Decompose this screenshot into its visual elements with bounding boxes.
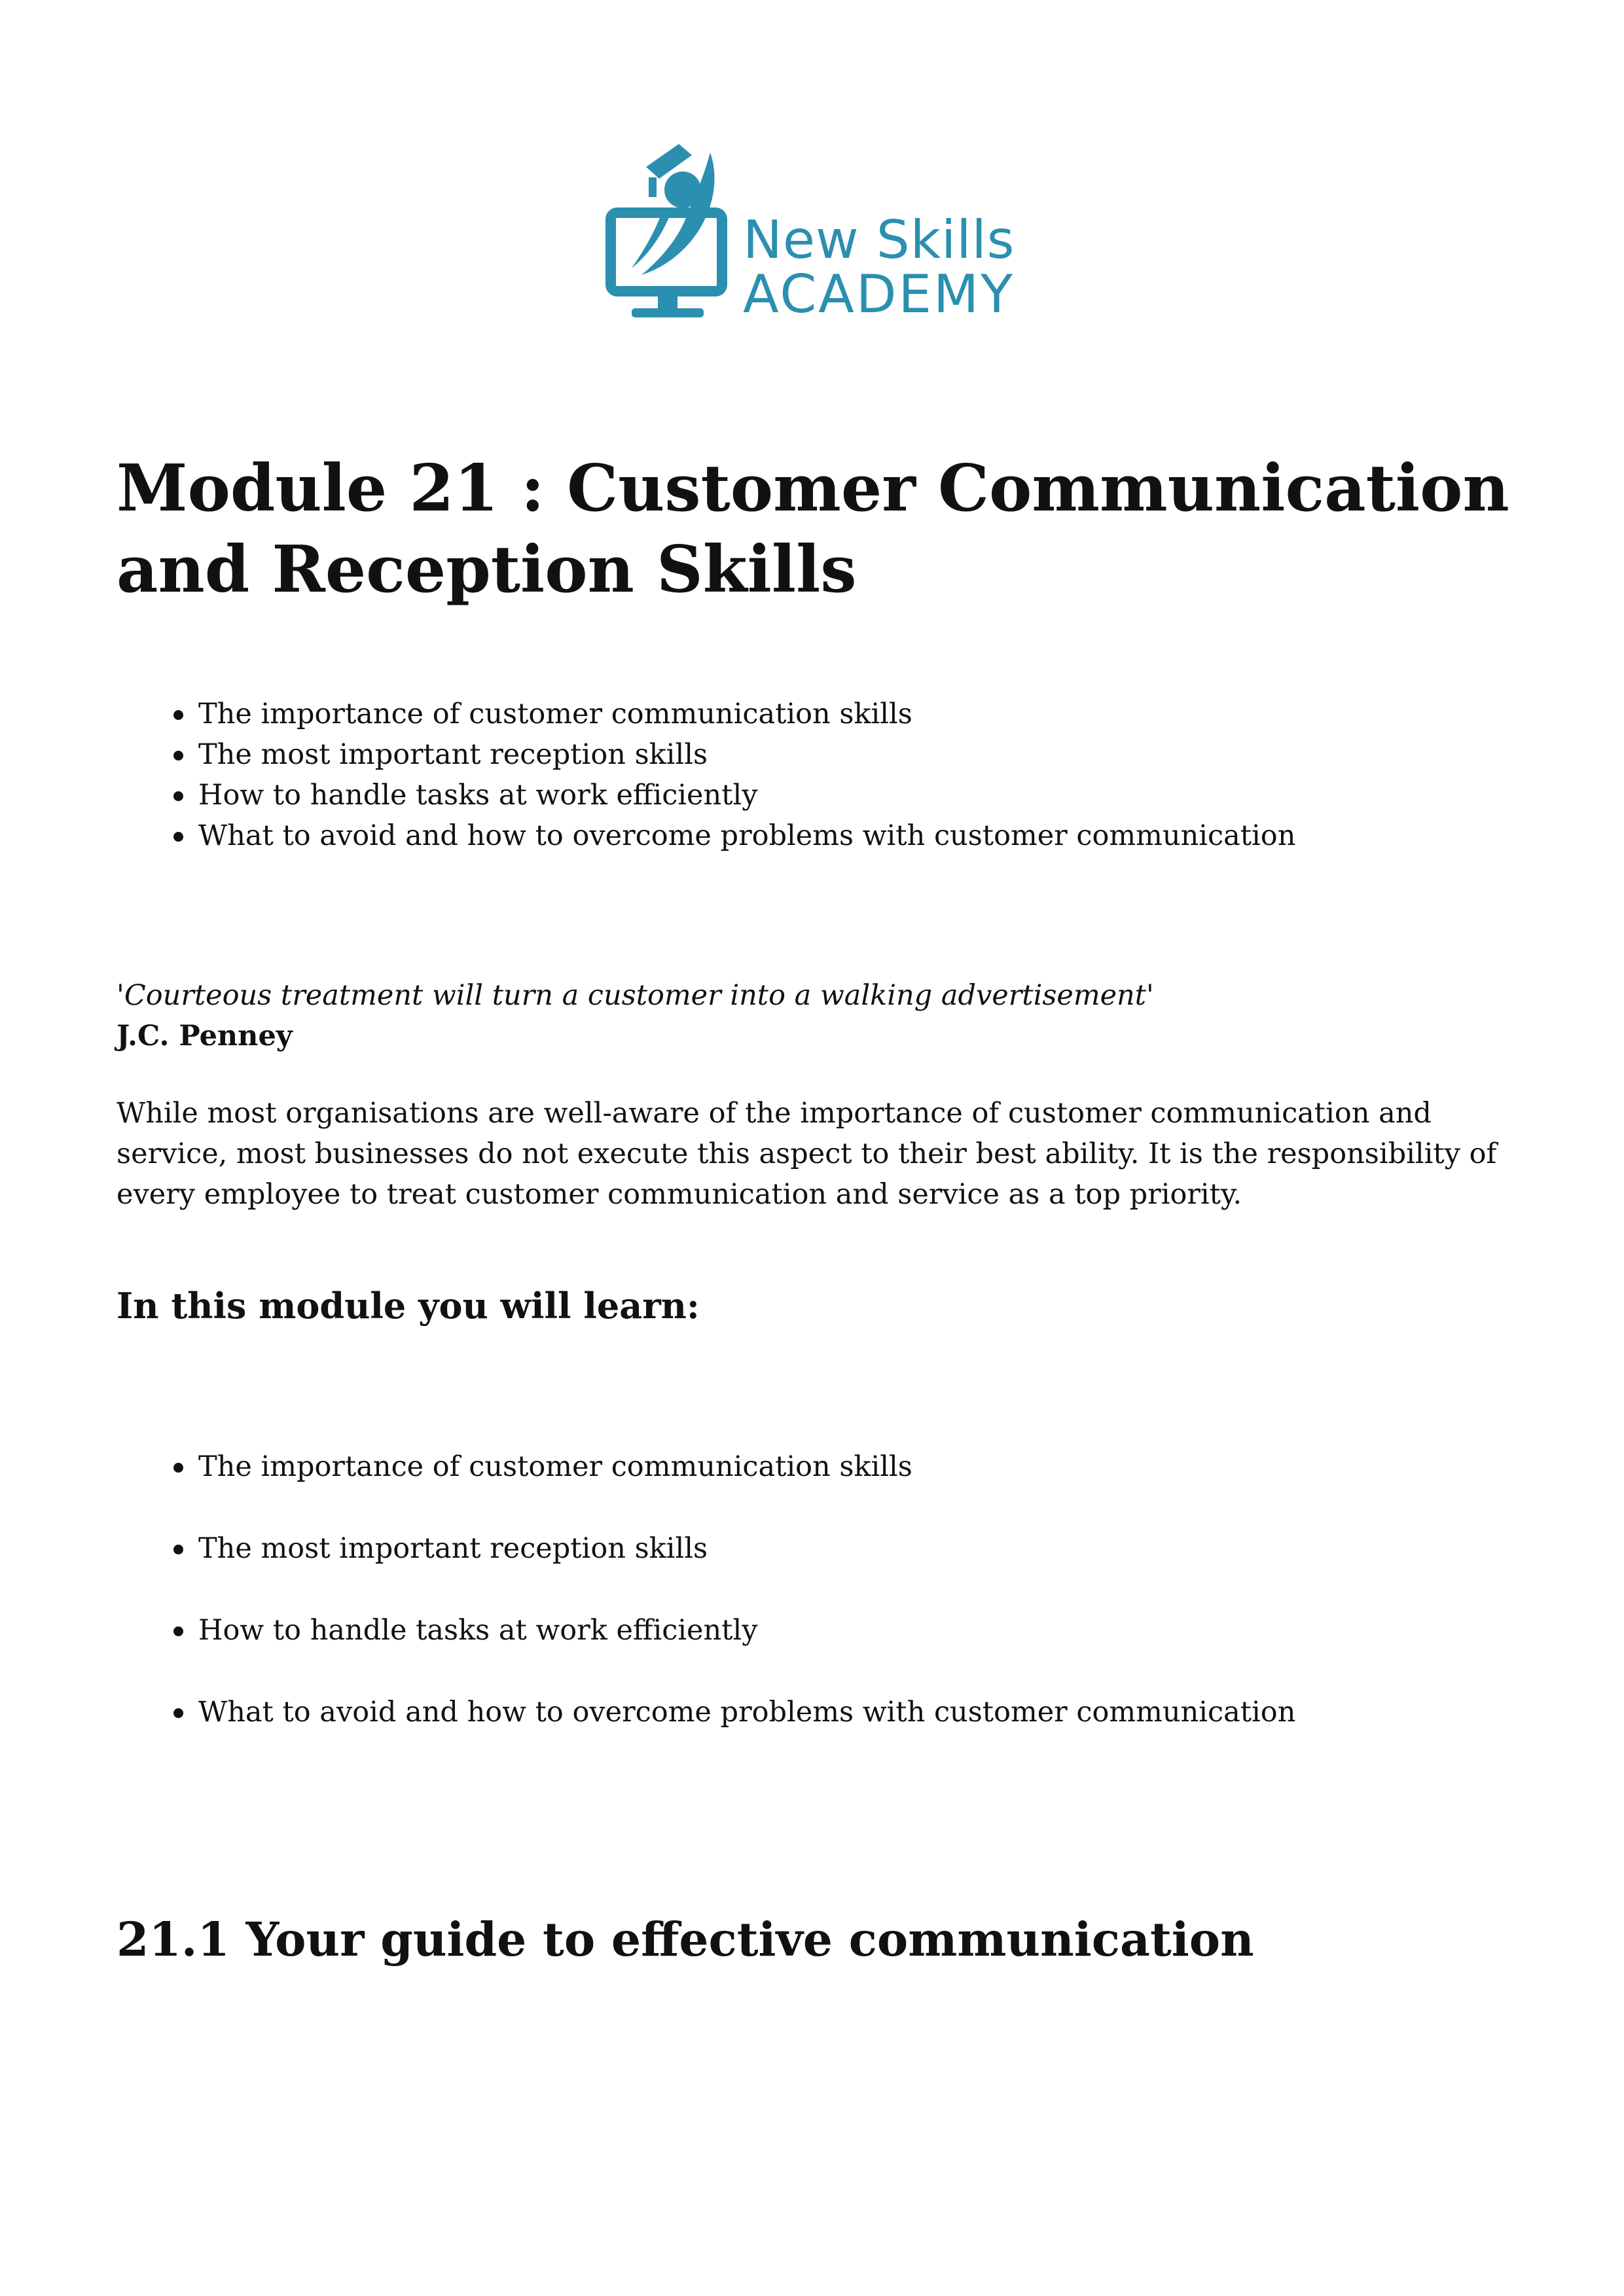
quote-text: Courteous treatment will turn a customer into a walking advertisement: [124, 979, 1147, 1012]
quote-author: J.C. Penney: [117, 1020, 293, 1052]
intro-paragraph: While most organisations are well-aware of the importance of customer communication and service, most businesses do not execute this aspect to their best ability. It is the responsibility of every employee to treat customer communication and service as a top priority.: [117, 1097, 1497, 1211]
list-item: How to handle tasks at work efficiently: [198, 775, 1295, 816]
graduate-at-monitor-icon: [605, 141, 743, 331]
list-item: What to avoid and how to overcome problems with customer communication: [198, 1692, 1295, 1732]
quote-open-mark: ': [117, 979, 124, 1012]
learn-heading: In this module you will learn:: [117, 1285, 700, 1327]
list-item: The importance of customer communication skills: [198, 694, 1295, 734]
logo-text-new-skills: New Skills: [743, 209, 1015, 270]
quote: [117, 975, 1154, 1016]
list-item: How to handle tasks at work efficiently: [198, 1610, 1295, 1651]
list-item: The most important reception skills: [198, 1528, 1295, 1569]
section-heading: 21.1 Your guide to effective communication: [117, 1912, 1254, 1967]
summary-list: [117, 694, 1295, 856]
logo-text-academy: ACADEMY: [743, 264, 1015, 325]
quote-close-mark: ': [1146, 979, 1154, 1012]
learn-list: [117, 1446, 1295, 1774]
page-title: Module 21 : Customer Communication and Reception Skills: [117, 451, 1509, 607]
list-item: What to avoid and how to overcome problems with customer communication: [198, 816, 1295, 856]
list-item: The importance of customer communication skills: [198, 1446, 1295, 1487]
list-item: The most important reception skills: [198, 734, 1295, 775]
new-skills-academy-logo: [605, 141, 1024, 331]
